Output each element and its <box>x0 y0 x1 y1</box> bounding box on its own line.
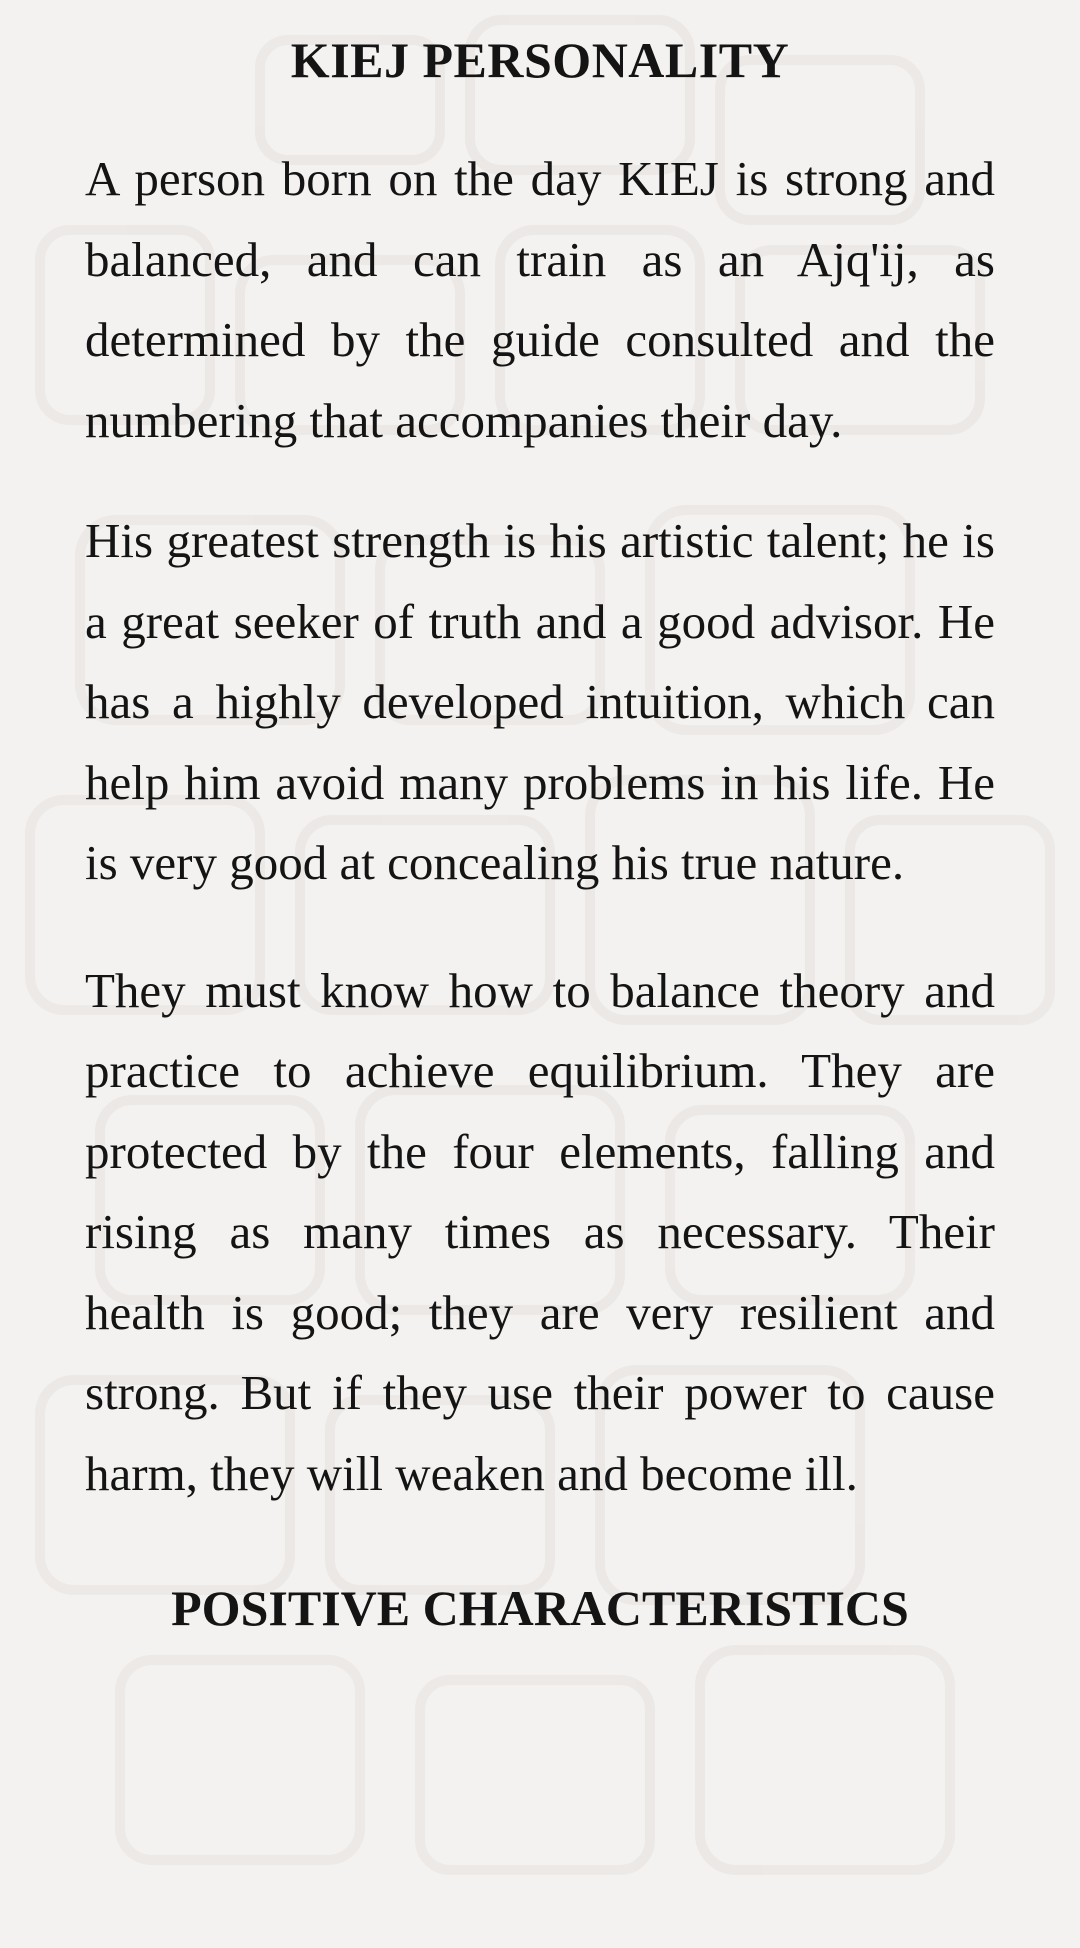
page-title: KIEJ PERSONALITY <box>290 32 790 88</box>
paragraph-2: His greatest strength is his artistic talent; he is a great seeker of truth and a good advisor. He has a highly developed intuition, which can help him avoid many problems in his life. He is very good at concealing his true nature. <box>85 513 995 890</box>
paragraph-1: A person born on the day KIEJ is strong and balanced, and can train as an Ajq'ij, as determined by the guide consulted and the numbering that accompanies their day. <box>85 151 995 448</box>
paragraph-3: They must know how to balance theory and practice to achieve equilibrium. They are protected by the four elements, falling and rising as many times as necessary. Their health is good; they are very resilient and strong. But if they use their power to cause harm, they will weaken and become ill. <box>85 962 995 1501</box>
section-heading: POSITIVE CHARACTERISTICS <box>171 1580 909 1636</box>
